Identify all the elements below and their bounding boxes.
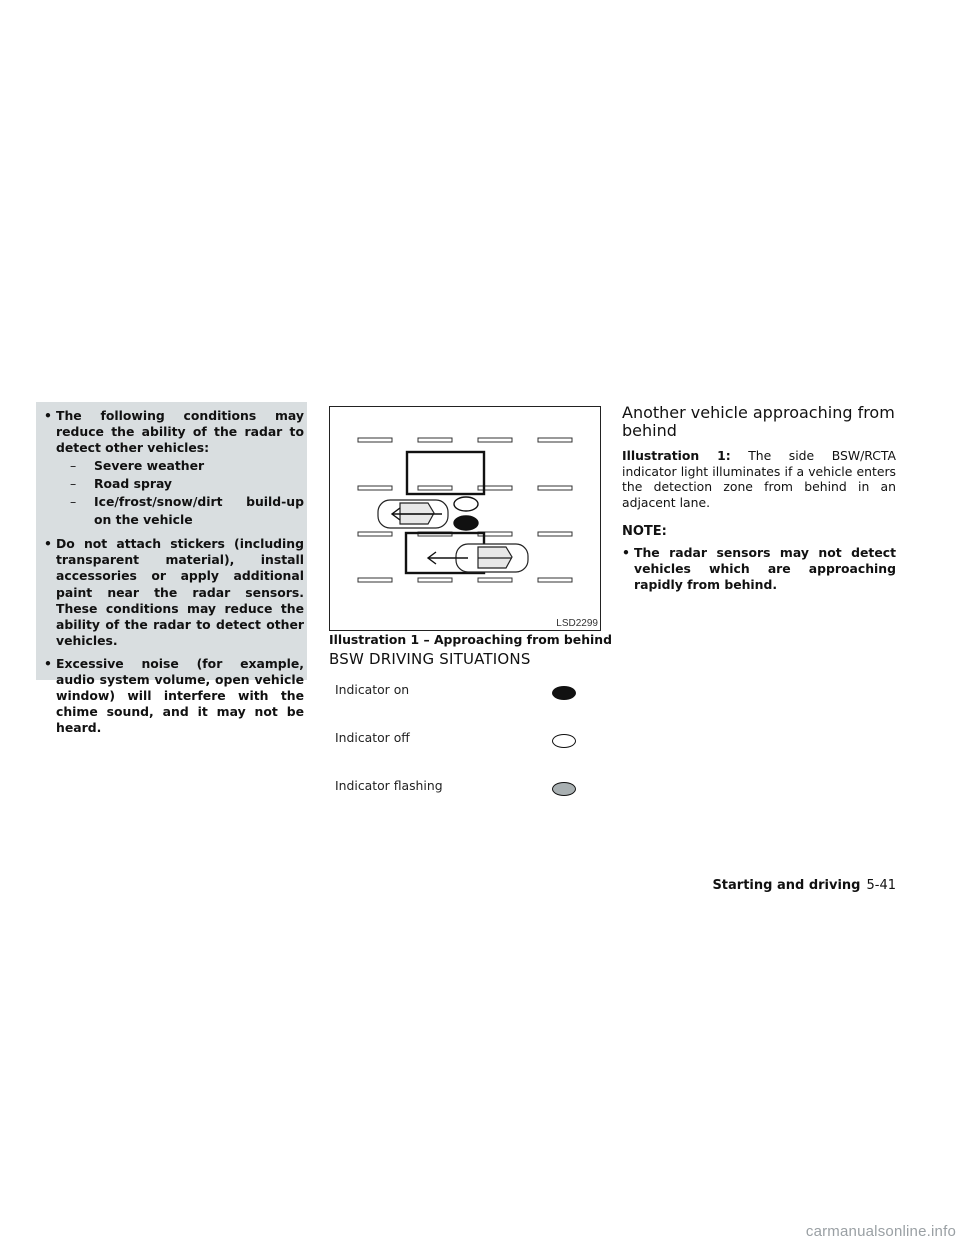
figure-code: LSD2299 [556, 618, 598, 629]
indicator-icons [454, 497, 478, 530]
warning-text: Do not attach stickers (including transparent material), install accessories or apply additional paint near the radar sensors. These conditions may reduce the ability of the radar to detect other vehicles. [56, 536, 304, 648]
bullet-icon: • [44, 536, 52, 552]
warning-box [36, 402, 307, 736]
chapter-title: Starting and driving [712, 878, 861, 893]
note-label: NOTE: [622, 524, 667, 540]
warning-text: Excessive noise (for example, audio system volume, open vehicle window) will interfere with the chime sound, and it may not be heard. [56, 655, 304, 736]
para-lead: Illustration 1: [622, 448, 731, 463]
indicator-on-icon [552, 686, 576, 700]
warning-text: The following conditions may reduce the ability of the radar to detect other vehicles: [56, 408, 304, 456]
note-item [622, 545, 896, 592]
right-column [622, 404, 896, 592]
warning-item-noise [44, 656, 304, 736]
indicator-off-icon [552, 734, 576, 748]
legend-indicator-on [335, 680, 585, 704]
legend-indicator-flashing [335, 776, 585, 800]
section-heading: Another vehicle approaching from behind [622, 403, 895, 440]
page-footer [712, 878, 896, 893]
condition-item: – Ice/frost/snow/dirt build-up on the vehicle [70, 494, 304, 528]
condition-item: – Severe weather [70, 458, 205, 474]
dash-icon: – [70, 476, 77, 492]
figure-caption: Illustration 1 – Approaching from behind [329, 632, 612, 647]
warning-item-conditions [44, 408, 304, 529]
warning-item-stickers [44, 536, 304, 649]
bullet-icon: • [44, 408, 52, 423]
conditions-sublist [56, 457, 304, 529]
page-number: 5-41 [866, 878, 896, 893]
indicator-flashing-icon [552, 782, 576, 796]
para-body: The side BSW/RCTA indicator light illuminates if a vehicle enters the detection zone from behind in an adjacent lane. [622, 448, 897, 510]
dash-icon: – [70, 494, 77, 510]
dash-icon: – [70, 458, 77, 474]
illustration-approaching-from-behind [329, 406, 601, 631]
legend-label: Indicator on [335, 682, 410, 697]
legend-label: Indicator flashing [335, 778, 443, 793]
bsw-situations-heading: BSW DRIVING SITUATIONS [329, 650, 531, 668]
legend-label: Indicator off [335, 730, 410, 745]
illustration-description [622, 448, 896, 510]
bullet-icon: • [622, 545, 630, 561]
watermark: carmanualsonline.info [805, 1223, 956, 1240]
bullet-icon: • [44, 655, 52, 671]
note-text: The radar sensors may not detect vehicles which are approaching rapidly from behind. [634, 545, 896, 592]
condition-item: – Road spray [70, 476, 173, 492]
legend-indicator-off [335, 728, 585, 752]
road-diagram [330, 407, 600, 630]
